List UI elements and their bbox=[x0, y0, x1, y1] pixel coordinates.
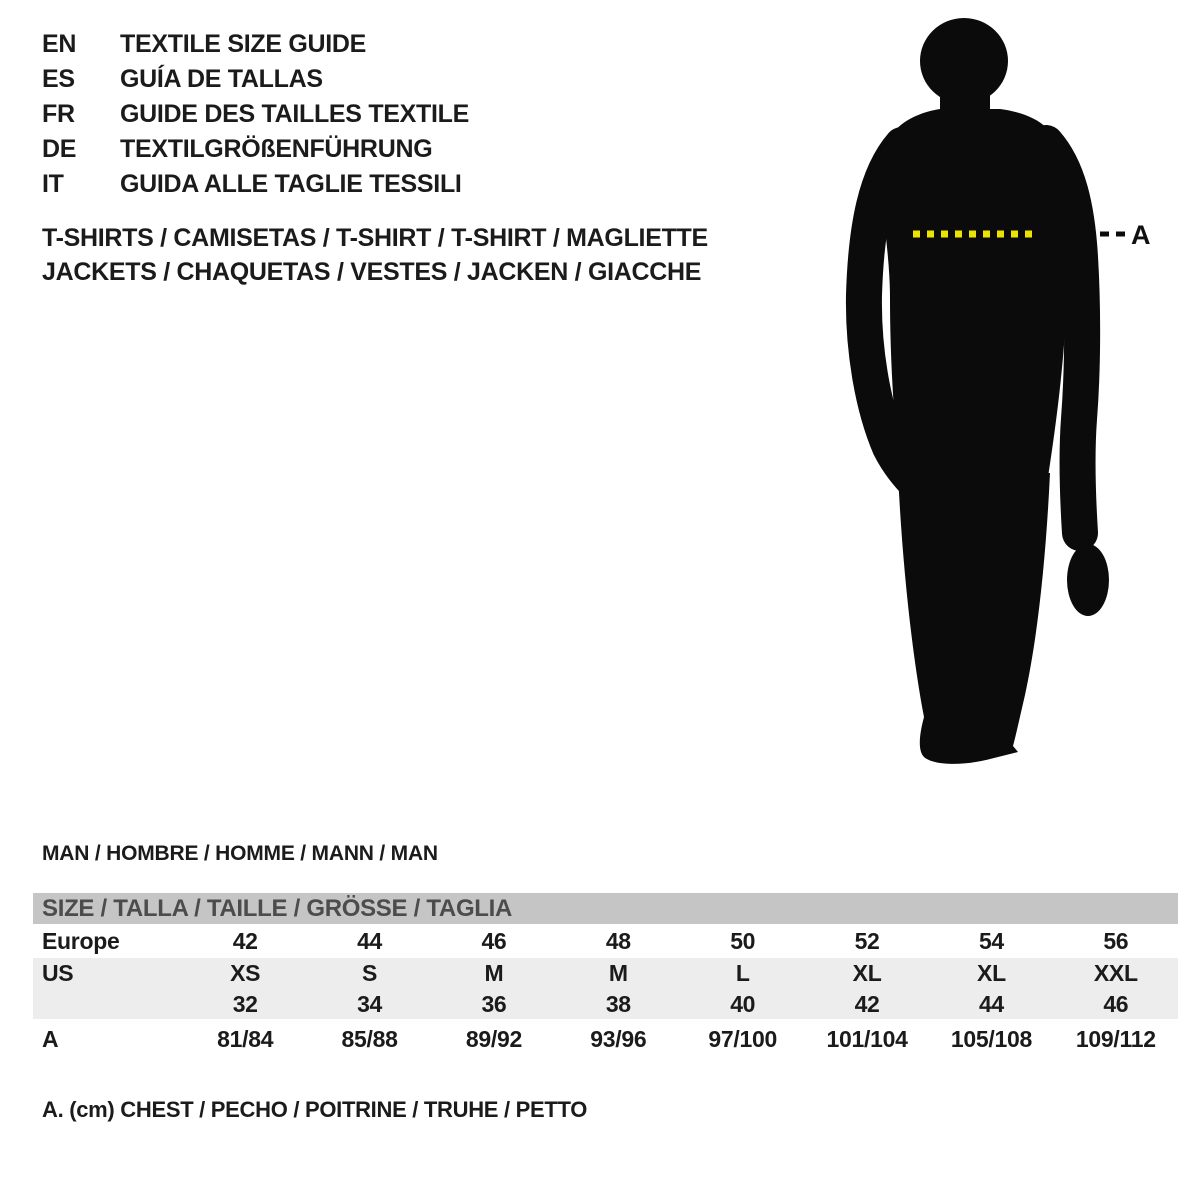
table-cell: 105/108 bbox=[950, 1025, 1032, 1052]
language-code: FR bbox=[42, 100, 75, 128]
section-title-man: MAN / HOMBRE / HOMME / MANN / MAN bbox=[42, 842, 438, 865]
table-row-europe bbox=[33, 924, 1178, 958]
table-cell: 54 bbox=[978, 927, 1004, 954]
table-cell: 56 bbox=[1103, 927, 1129, 954]
language-code: IT bbox=[42, 170, 64, 198]
table-cell: XL bbox=[852, 960, 882, 986]
product-line-tshirts: T-SHIRTS / CAMISETAS / T-SHIRT / T-SHIRT / MAGLIETTE bbox=[42, 224, 708, 252]
language-guide-list bbox=[42, 27, 469, 202]
product-types bbox=[42, 221, 708, 289]
table-cell: 36 bbox=[481, 990, 507, 1017]
language-title: TEXTILGRÖßENFÜHRUNG bbox=[120, 135, 433, 163]
table-cell: 46 bbox=[481, 927, 507, 954]
language-row bbox=[42, 167, 469, 202]
table-row-chest-cm bbox=[33, 1019, 1178, 1059]
table-cell: 52 bbox=[854, 927, 880, 954]
table-cell: 89/92 bbox=[465, 1025, 522, 1052]
man-silhouette bbox=[864, 18, 1109, 764]
table-cell: 50 bbox=[730, 927, 756, 954]
table-cell: XXL bbox=[1093, 960, 1138, 986]
language-code: DE bbox=[42, 135, 77, 163]
table-row-numeric bbox=[33, 989, 1178, 1019]
table-cell: 42 bbox=[232, 927, 258, 954]
table-cell: M bbox=[608, 960, 628, 986]
row-label: US bbox=[42, 960, 74, 986]
table-cell: S bbox=[362, 960, 378, 986]
table-cell: 42 bbox=[854, 990, 880, 1017]
language-row bbox=[42, 27, 469, 62]
measurement-footnote: A. (cm) CHEST / PECHO / POITRINE / TRUHE / PETTO bbox=[42, 1097, 588, 1122]
table-cell: 44 bbox=[978, 990, 1004, 1017]
table-cell: 32 bbox=[232, 990, 258, 1017]
measure-label: A bbox=[1131, 220, 1151, 250]
language-row bbox=[42, 132, 469, 167]
language-title: GUIDA ALLE TAGLIE TESSILI bbox=[120, 170, 462, 198]
table-cell: 40 bbox=[730, 990, 756, 1017]
language-title: TEXTILE SIZE GUIDE bbox=[120, 30, 367, 58]
language-row bbox=[42, 62, 469, 97]
table-cell: 38 bbox=[605, 990, 631, 1017]
table-cell: 85/88 bbox=[341, 1025, 398, 1052]
table-cell: 44 bbox=[357, 927, 383, 954]
row-label: Europe bbox=[42, 927, 120, 954]
table-cell: M bbox=[484, 960, 504, 986]
size-table bbox=[33, 893, 1178, 1059]
size-table-header: SIZE / TALLA / TAILLE / GRÖSSE / TAGLIA bbox=[33, 893, 1178, 924]
language-title: GUÍA DE TALLAS bbox=[120, 65, 323, 93]
table-row-us bbox=[33, 958, 1178, 989]
size-guide-figure bbox=[820, 5, 1160, 795]
language-title: GUIDE DES TAILLES TEXTILE bbox=[120, 100, 470, 128]
table-cell: XS bbox=[230, 960, 261, 986]
legs bbox=[898, 473, 1050, 764]
table-cell: 81/84 bbox=[217, 1025, 274, 1052]
language-row bbox=[42, 97, 469, 132]
table-cell: 34 bbox=[357, 990, 383, 1017]
table-cell: 93/96 bbox=[590, 1025, 647, 1052]
table-cell: 101/104 bbox=[826, 1025, 908, 1052]
language-code: ES bbox=[42, 65, 75, 93]
table-cell: 48 bbox=[605, 927, 631, 954]
row-label: A bbox=[42, 1025, 59, 1052]
product-line-jackets: JACKETS / CHAQUETAS / VESTES / JACKEN / GIACCHE bbox=[42, 258, 702, 286]
right-fist bbox=[1067, 544, 1109, 616]
table-cell: 97/100 bbox=[708, 1025, 777, 1052]
table-cell: 46 bbox=[1103, 990, 1129, 1017]
table-cell: 109/112 bbox=[1075, 1025, 1156, 1052]
table-cell: L bbox=[735, 960, 750, 986]
language-code: EN bbox=[42, 30, 77, 58]
table-cell: XL bbox=[977, 960, 1006, 986]
